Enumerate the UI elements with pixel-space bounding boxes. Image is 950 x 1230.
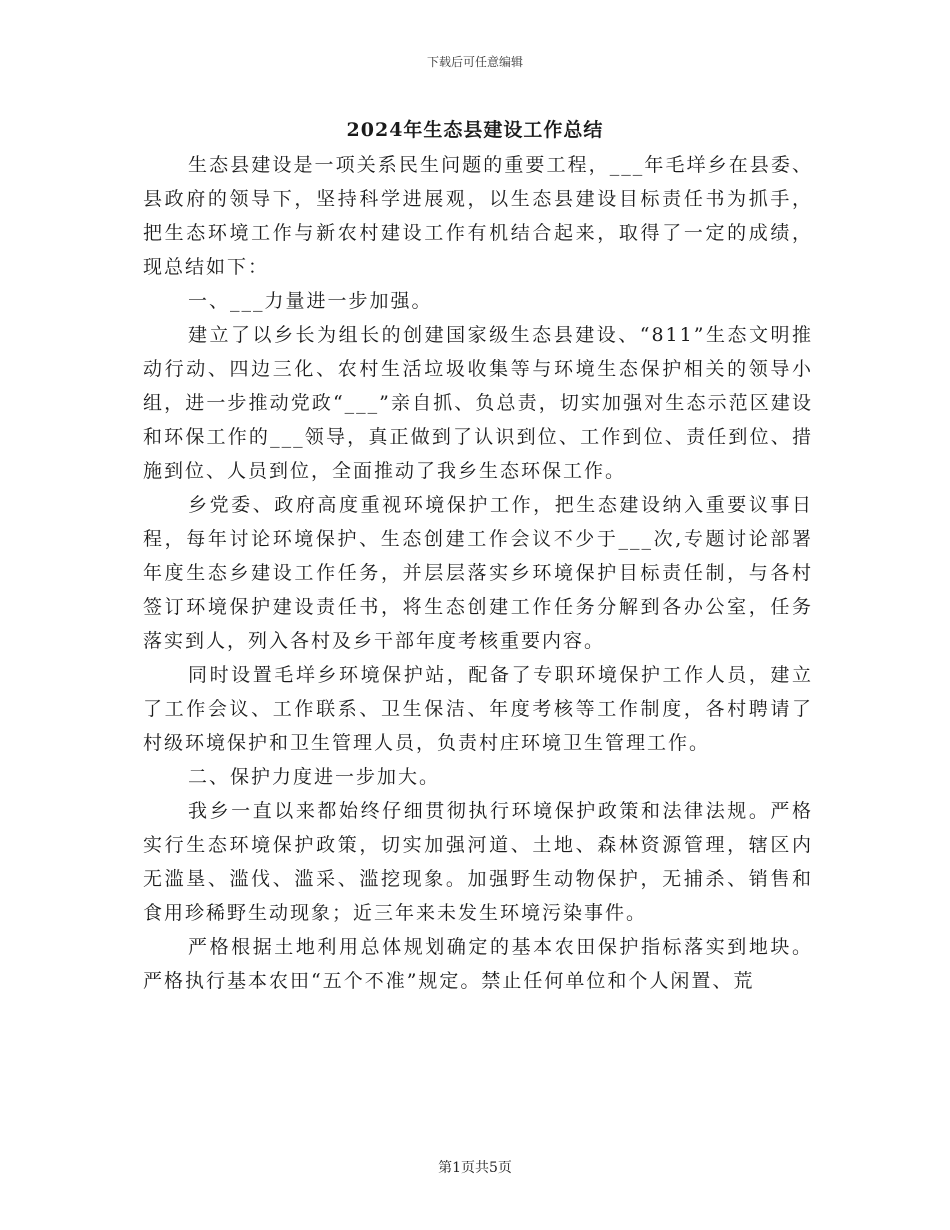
document-title: 2024年生态县建设工作总结: [346, 119, 604, 141]
paragraph-protection-station: 同时设置毛垟乡环境保护站，配备了专职环境保护工作人员，建立了工作会议、工作联系、卫生保洁、年度考核等工作制度，各村聘请了村级环境保护和卫生管理人员，负责村庄环境卫生管理工作。: [143, 664, 813, 754]
paragraph-farmland-protection: 严格根据土地利用总体规划确定的基本农田保护指标落实到地块。严格执行基本农田“五个不准”规定。禁止任何单位和个人闲置、荒: [143, 936, 813, 992]
paragraph-policy-enforcement: 我乡一直以来都始终仔细贯彻执行环境保护政策和法律法规。严格实行生态环境保护政策，切实加强河道、土地、森林资源管理，辖区内无滥垦、滥伐、滥采、滥挖现象。加强野生动物保护，无捕杀、销售和食用珍稀野生动现象；近三年来未发生环境污染事件。: [143, 800, 813, 924]
page-footer: 第1页共5页: [438, 1160, 512, 1176]
paragraph-party-committee: 乡党委、政府高度重视环境保护工作，把生态建设纳入重要议事日程，每年讨论环境保护、生态创建工作会议不少于___次,专题讨论部署年度生态乡建设工作任务，并层层落实乡环境保护目标责任制，与各村签订环境保护建设责任书，将生态创建工作任务分解到各办公室，任务落实到人，列入各村及乡干部年度考核重要内容。: [143, 494, 813, 652]
paragraph-leadership-group: 建立了以乡长为组长的创建国家级生态县建设、“811”生态文明推动行动、四边三化、农村生活垃圾收集等与环境生态保护相关的领导小组，进一步推动党政“___”亲自抓、负总责，切实加强对生态示范区建设和环保工作的___领导，真正做到了认识到位、工作到位、责任到位、措施到位、人员到位，全面推动了我乡生态环保工作。: [143, 324, 813, 482]
header-note: 下载后可任意编辑: [426, 55, 523, 69]
section-heading-2: 二、保护力度进一步加大。: [188, 766, 441, 788]
section-heading-1: 一、___力量进一步加强。: [188, 290, 433, 312]
document-body: [143, 148, 813, 998]
paragraph-intro: 生态县建设是一项关系民生问题的重要工程，___年毛垟乡在县委、县政府的领导下，坚持科学进展观，以生态县建设目标责任书为抓手，把生态环境工作与新农村建设工作有机结合起来，取得了一定的成绩，现总结如下：: [143, 154, 813, 278]
